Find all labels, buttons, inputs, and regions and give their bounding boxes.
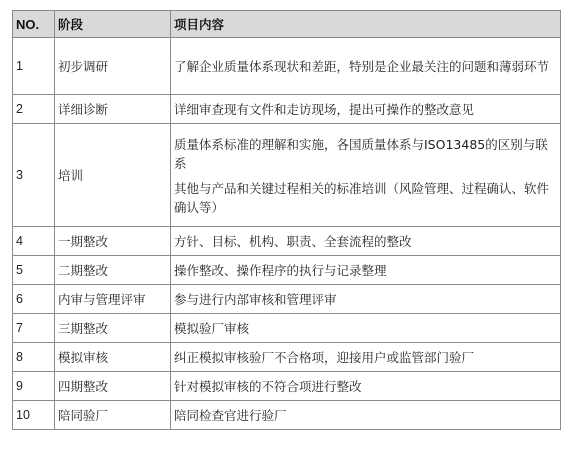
table-row bbox=[13, 124, 561, 227]
content-text: 其他与产品和关键过程相关的标准培训（风险管理、过程确认、软件确认等） bbox=[174, 180, 550, 215]
row-phase: 模拟审核 bbox=[55, 343, 171, 372]
table-row bbox=[13, 285, 561, 314]
row-content bbox=[171, 372, 561, 401]
row-number: 9 bbox=[13, 372, 55, 401]
table-row bbox=[13, 227, 561, 256]
row-content bbox=[171, 285, 561, 314]
content-text: 陪同检查官进行验厂 bbox=[174, 408, 287, 423]
row-number: 1 bbox=[13, 38, 55, 95]
table-body bbox=[13, 38, 561, 430]
header-row bbox=[13, 11, 561, 38]
row-content bbox=[171, 38, 561, 95]
table-row bbox=[13, 38, 561, 95]
content-text: 纠正模拟审核验厂不合格项，迎接用户或监管部门验厂 bbox=[174, 350, 475, 365]
row-number: 3 bbox=[13, 124, 55, 227]
row-number: 6 bbox=[13, 285, 55, 314]
table-row bbox=[13, 256, 561, 285]
table-row bbox=[13, 372, 561, 401]
row-content bbox=[171, 124, 561, 227]
row-number: 4 bbox=[13, 227, 55, 256]
content-text: 模拟验厂审核 bbox=[174, 321, 250, 336]
table-row bbox=[13, 343, 561, 372]
row-phase: 陪同验厂 bbox=[55, 401, 171, 430]
header-phase: 阶段 bbox=[55, 11, 171, 38]
content-text: 了解企业质量体系现状和差距，特别是企业最关注的问题和薄弱环节 bbox=[174, 59, 550, 74]
row-content bbox=[171, 256, 561, 285]
row-content bbox=[171, 95, 561, 124]
row-phase: 一期整改 bbox=[55, 227, 171, 256]
row-content bbox=[171, 227, 561, 256]
row-number: 7 bbox=[13, 314, 55, 343]
table-row bbox=[13, 401, 561, 430]
row-number: 10 bbox=[13, 401, 55, 430]
row-number: 8 bbox=[13, 343, 55, 372]
row-phase: 四期整改 bbox=[55, 372, 171, 401]
row-phase: 培训 bbox=[55, 124, 171, 227]
row-number: 2 bbox=[13, 95, 55, 124]
row-phase: 二期整改 bbox=[55, 256, 171, 285]
header-no: NO. bbox=[13, 11, 55, 38]
row-content bbox=[171, 314, 561, 343]
content-text: 参与进行内部审核和管理评审 bbox=[174, 292, 337, 307]
row-phase: 内审与管理评审 bbox=[55, 285, 171, 314]
table-row bbox=[13, 314, 561, 343]
table-row bbox=[13, 95, 561, 124]
plan-table bbox=[12, 10, 561, 430]
row-content bbox=[171, 343, 561, 372]
table-header bbox=[13, 11, 561, 38]
row-phase: 详细诊断 bbox=[55, 95, 171, 124]
row-phase: 初步调研 bbox=[55, 38, 171, 95]
row-phase: 三期整改 bbox=[55, 314, 171, 343]
content-text: 针对模拟审核的不符合项进行整改 bbox=[174, 379, 362, 394]
content-text: 质量体系标准的理解和实施，各国质量体系与ISO13485的区别与联系 bbox=[174, 136, 548, 171]
row-content bbox=[171, 401, 561, 430]
content-text: 操作整改、操作程序的执行与记录整理 bbox=[174, 263, 387, 278]
content-text: 详细审查现有文件和走访现场，提出可操作的整改意见 bbox=[174, 102, 475, 117]
header-content: 项目内容 bbox=[171, 11, 561, 38]
content-text: 方针、目标、机构、职责、全套流程的整改 bbox=[174, 234, 412, 249]
row-number: 5 bbox=[13, 256, 55, 285]
